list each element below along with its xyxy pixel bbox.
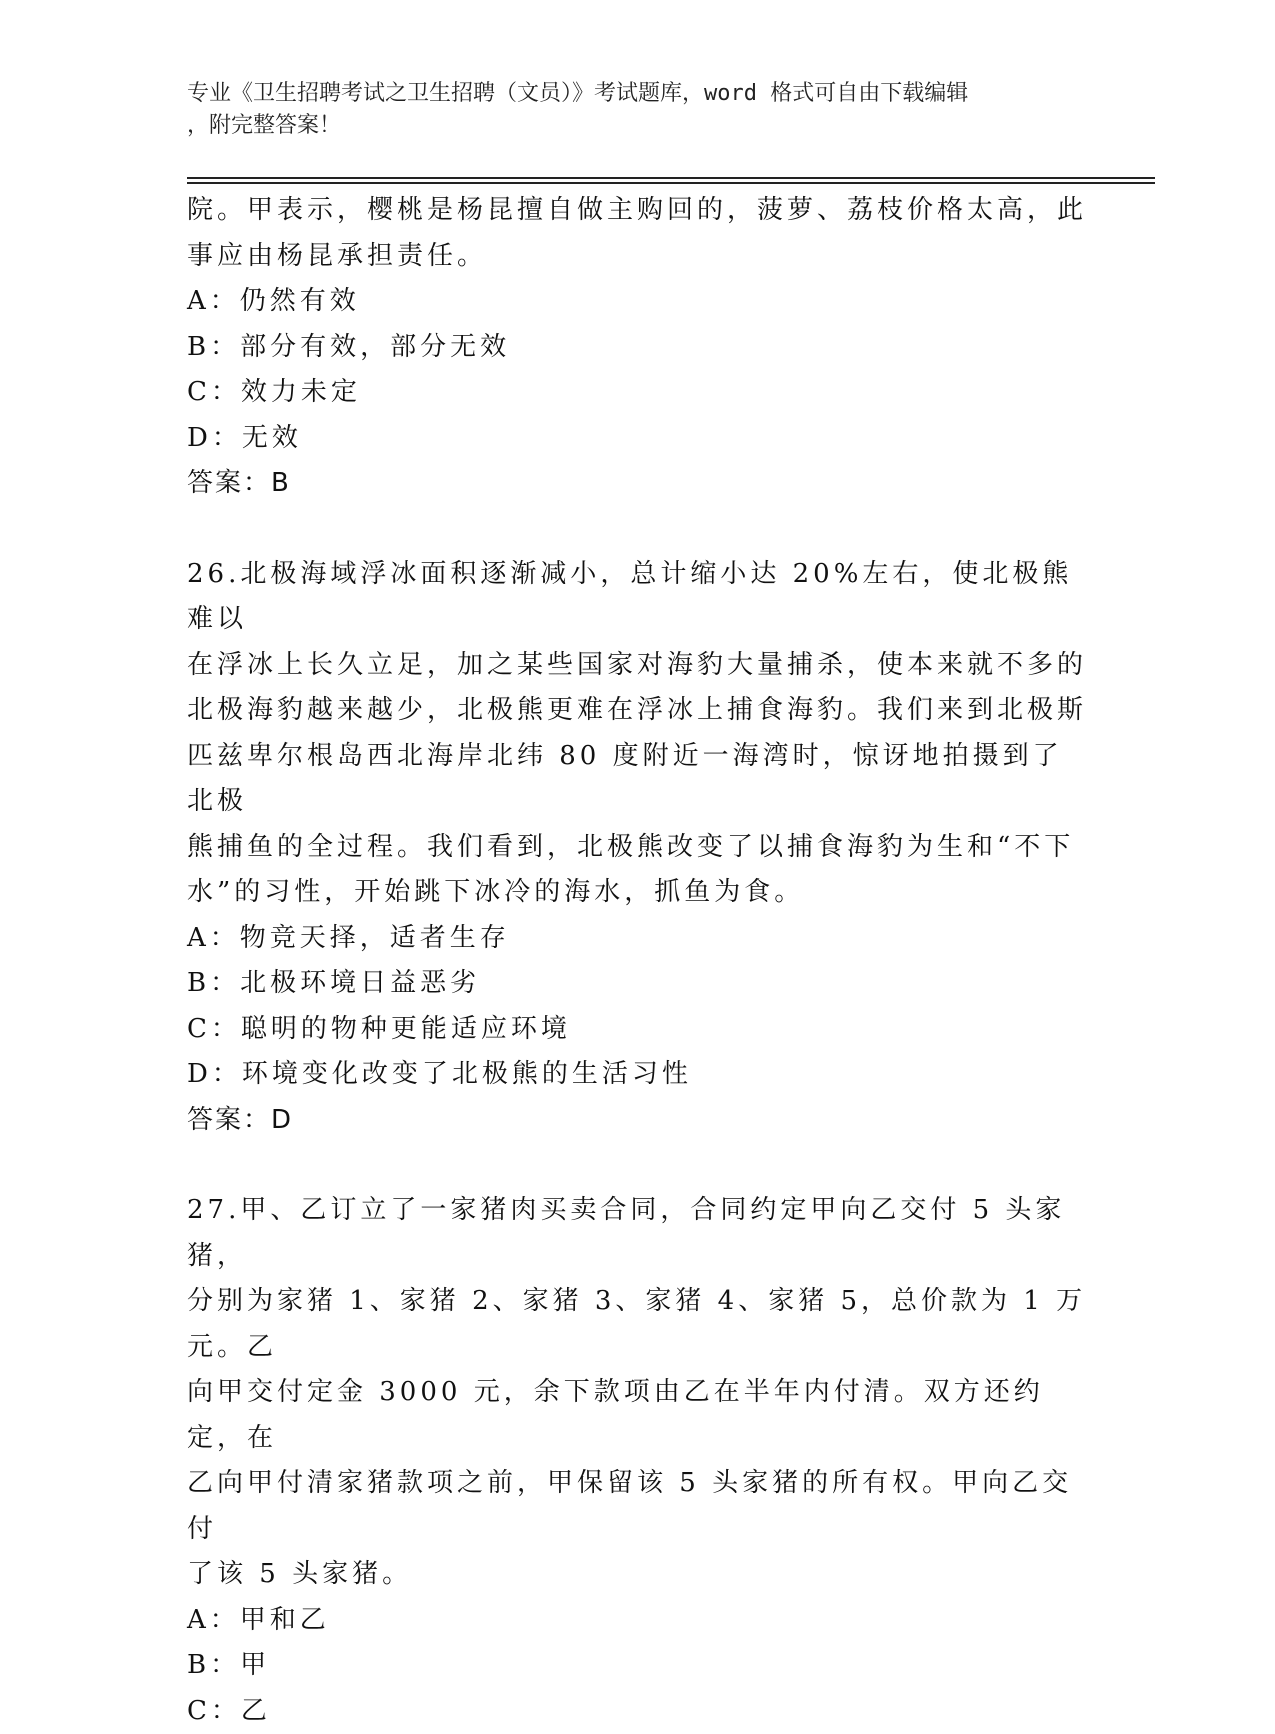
answer-line: 答案：B bbox=[187, 461, 1087, 507]
question-text-line: 27.甲、乙订立了一家猪肉买卖合同，合同约定甲向乙交付 5 头家猪， bbox=[187, 1188, 1087, 1279]
question-text-line: 26.北极海域浮冰面积逐渐减小，总计缩小达 20%左右，使北极熊难以 bbox=[187, 552, 1087, 643]
option-b: B：北极环境日益恶劣 bbox=[187, 961, 1087, 1007]
question-text-line: 匹兹卑尔根岛西北海岸北纬 80 度附近一海湾时，惊讶地拍摄到了北极 bbox=[187, 734, 1087, 825]
option-a: A：物竞天择，适者生存 bbox=[187, 916, 1087, 962]
option-d: D：无效 bbox=[187, 416, 1087, 462]
question-text-line: 在浮冰上长久立足，加之某些国家对海豹大量捕杀，使本来就不多的 bbox=[187, 643, 1087, 689]
question-text-line: 院。甲表示，樱桃是杨昆擅自做主购回的，菠萝、荔枝价格太高，此 bbox=[187, 188, 1087, 234]
question-text-line: 水”的习性，开始跳下冰冷的海水，抓鱼为食。 bbox=[187, 870, 1087, 916]
question-text-line: 向甲交付定金 3000 元，余下款项由乙在半年内付清。双方还约定，在 bbox=[187, 1370, 1087, 1461]
header-line-2: ，附完整答案！ bbox=[187, 110, 1087, 142]
question-27 bbox=[187, 1188, 1087, 1734]
option-b: B：甲 bbox=[187, 1643, 1087, 1689]
header-divider-bottom bbox=[187, 182, 1155, 184]
document-body bbox=[187, 188, 1087, 1734]
option-a: A：仍然有效 bbox=[187, 279, 1087, 325]
question-text-line: 北极海豹越来越少，北极熊更难在浮冰上捕食海豹。我们来到北极斯 bbox=[187, 688, 1087, 734]
option-b: B：部分有效，部分无效 bbox=[187, 325, 1087, 371]
question-text-line: 熊捕鱼的全过程。我们看到，北极熊改变了以捕食海豹为生和“不下 bbox=[187, 825, 1087, 871]
question-text-line: 了该 5 头家猪。 bbox=[187, 1552, 1087, 1598]
option-c: C：聪明的物种更能适应环境 bbox=[187, 1007, 1087, 1053]
question-26 bbox=[187, 552, 1087, 1144]
question-25 bbox=[187, 188, 1087, 507]
question-text-line: 乙向甲付清家猪款项之前，甲保留该 5 头家猪的所有权。甲向乙交付 bbox=[187, 1461, 1087, 1552]
question-text-line: 事应由杨昆承担责任。 bbox=[187, 234, 1087, 280]
option-c: C：效力未定 bbox=[187, 370, 1087, 416]
option-d: D：环境变化改变了北极熊的生活习性 bbox=[187, 1052, 1087, 1098]
document-header bbox=[187, 78, 1087, 142]
answer-line: 答案：D bbox=[187, 1098, 1087, 1144]
header-divider-top bbox=[187, 177, 1155, 179]
option-c: C：乙 bbox=[187, 1689, 1087, 1734]
question-text-line: 分别为家猪 1、家猪 2、家猪 3、家猪 4、家猪 5，总价款为 1 万元。乙 bbox=[187, 1279, 1087, 1370]
option-a: A：甲和乙 bbox=[187, 1598, 1087, 1644]
header-line-1: 专业《卫生招聘考试之卫生招聘（文员）》考试题库，word 格式可自由下载编辑 bbox=[187, 78, 1087, 110]
